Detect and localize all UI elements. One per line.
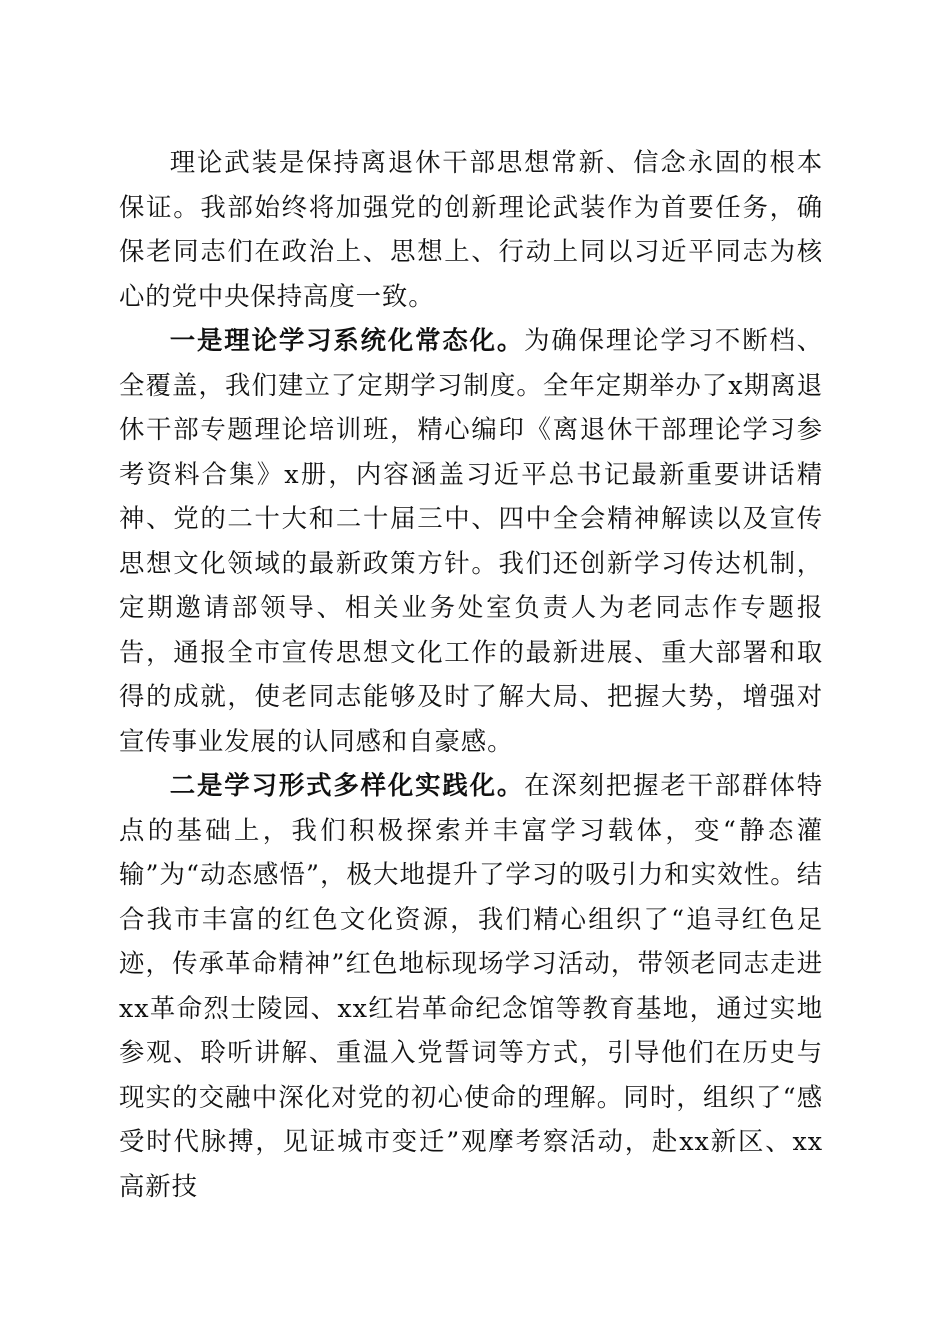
paragraph-intro bbox=[119, 140, 823, 318]
paragraph-lead-heading: 二是学习形式多样化实践化。 bbox=[169, 770, 525, 800]
paragraph-lead-heading: 一是理论学习系统化常态化。 bbox=[169, 325, 525, 355]
paragraph-text: 在深刻把握老干部群体特点的基础上，我们积极探索并丰富学习载体，变“静态灌输”为“动态感悟”，极大地提升了学习的吸引力和实效性。结合我市丰富的红色文化资源，我们精心组织了“追寻红色足迹，传承革命精神”红色地标现场学习活动，带领老同志走进xx革命烈士陵园、xx红岩革命纪念馆等教育基地，通过实地参观、聆听讲解、重温入党誓词等方式，引导他们在历史与现实的交融中深化对党的初心使命的理解。同时，组织了“感受时代脉搏，见证城市变迁”观摩考察活动，赴xx新区、xx高新技 bbox=[119, 770, 823, 1201]
paragraph-text: 为确保理论学习不断档、全覆盖，我们建立了定期学习制度。全年定期举办了x期离退休干部专题理论培训班，精心编印《离退休干部理论学习参考资料合集》x册，内容涵盖习近平总书记最新重要讲话精神、党的二十大和二十届三中、四中全会精神解读以及宣传思想文化领域的最新政策方针。我们还创新学习传达机制，定期邀请部领导、相关业务处室负责人为老同志作专题报告，通报全市宣传思想文化工作的最新进展、重大部署和取得的成就，使老同志能够及时了解大局、把握大势，增强对宣传事业发展的认同感和自豪感。 bbox=[119, 325, 823, 756]
document-body bbox=[119, 140, 823, 1208]
paragraph-point-one bbox=[119, 318, 823, 763]
paragraph-point-two bbox=[119, 763, 823, 1208]
paragraph-text: 理论武装是保持离退休干部思想常新、信念永固的根本保证。我部始终将加强党的创新理论武装作为首要任务，确保老同志们在政治上、思想上、行动上同以习近平同志为核心的党中央保持高度一致。 bbox=[119, 147, 823, 311]
